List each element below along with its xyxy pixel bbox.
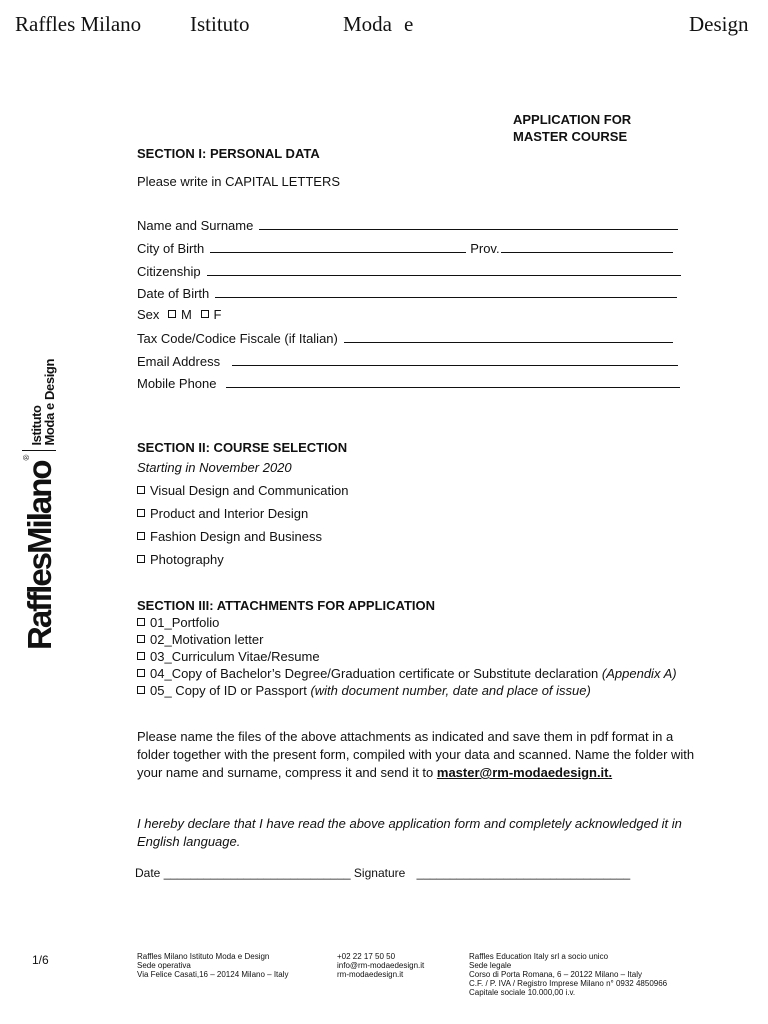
city-label: City of Birth	[137, 241, 205, 256]
footer-contacts	[337, 952, 424, 979]
attachment-item[interactable]	[137, 615, 219, 630]
dob-label: Date of Birth	[137, 286, 210, 301]
sex-f-checkbox[interactable]	[201, 310, 209, 318]
citizenship-label: Citizenship	[137, 264, 201, 279]
email-field	[137, 353, 678, 369]
section2-heading: SECTION II: COURSE SELECTION	[137, 440, 348, 455]
course-checkbox[interactable]	[137, 486, 145, 494]
section1-heading: SECTION I: PERSONAL DATA	[137, 146, 320, 161]
attachment-note: (with document number, date and place of issue)	[310, 683, 591, 698]
footer-line: Raffles Milano Istituto Moda e Design	[137, 952, 270, 961]
submission-email-link[interactable]: master@rm-modaedesign.it.	[436, 765, 613, 780]
sex-field	[137, 307, 221, 322]
attachment-label: 03_Curriculum Vitae/Resume	[150, 649, 320, 664]
signature-row	[135, 866, 630, 880]
course-label: Fashion Design and Business	[150, 529, 322, 544]
sex-m-label: M	[181, 307, 192, 322]
registered-mark: ®	[22, 454, 31, 461]
email-input-line[interactable]	[232, 365, 678, 366]
name-label: Name and Surname	[137, 218, 254, 233]
footer-email[interactable]: info@rm-modaedesign.it	[337, 961, 425, 970]
header-brand: Raffles Milano	[15, 12, 142, 36]
footer-line: C.F. / P. IVA / Registro Imprese Milano n° 0932 4850966	[469, 979, 668, 988]
form-title-line2: MASTER COURSE	[513, 129, 628, 144]
footer-line: Raffles Education Italy srl a socio unico	[469, 952, 609, 961]
capital-letters-instruction: Please write in CAPITAL LETTERS	[137, 174, 341, 189]
dob-input-line[interactable]	[215, 297, 677, 298]
course-checkbox[interactable]	[137, 532, 145, 540]
date-line[interactable]: ____________________________	[163, 866, 351, 880]
course-start-note: Starting in November 2020	[137, 460, 292, 475]
course-option[interactable]	[137, 552, 224, 567]
attachment-item[interactable]	[137, 632, 263, 647]
citizenship-field	[137, 263, 681, 279]
section3-heading: SECTION III: ATTACHMENTS FOR APPLICATION	[137, 598, 436, 613]
course-option[interactable]	[137, 529, 322, 544]
side-logo-line1: Istituto	[29, 405, 44, 446]
mobile-input-line[interactable]	[226, 387, 680, 388]
signature-line[interactable]: ________________________________	[416, 866, 631, 880]
footer-website[interactable]: rm-modaedesign.it	[337, 970, 404, 979]
side-logo-subtitle	[30, 359, 56, 446]
course-label: Product and Interior Design	[150, 506, 309, 521]
attachment-label: 04_Copy of Bachelor’s Degree/Graduation certificate or Substitute declaration	[150, 666, 599, 681]
attachment-item[interactable]	[137, 683, 591, 698]
header-design: Design	[689, 12, 749, 36]
city-field	[137, 240, 673, 256]
sex-f-label: F	[213, 307, 222, 322]
mobile-field	[137, 375, 680, 391]
email-label: Email Address	[137, 354, 221, 369]
header-moda: Moda	[343, 12, 392, 36]
page-number: 1/6	[32, 953, 49, 967]
side-logo	[22, 359, 56, 650]
footer-legal-info	[469, 952, 667, 997]
tax-code-field	[137, 330, 673, 346]
side-logo-line2: Moda e Design	[42, 359, 57, 446]
footer-line: Sede operativa	[137, 961, 191, 970]
tax-code-input-line[interactable]	[344, 342, 673, 343]
name-field	[137, 217, 678, 233]
footer-operative-address	[137, 952, 289, 979]
side-logo-brand: RafflesMilano	[21, 461, 58, 650]
attachment-note: (Appendix A)	[601, 666, 677, 681]
submission-instructions	[137, 728, 707, 782]
sex-label: Sex	[137, 307, 160, 322]
instructions-text: Please name the files of the above attachments as indicated and save them in pdf format in a folder together with the present form, compiled with your data and scanned. Name the folder with your name and surname, compress it and send it to	[137, 729, 695, 780]
attachment-label: 05_ Copy of ID or Passport	[150, 683, 307, 698]
attachment-checkbox[interactable]	[137, 686, 145, 694]
footer-line: Capitale sociale 10.000,00 i.v.	[469, 988, 576, 997]
date-label: Date	[135, 866, 161, 880]
tax-code-label: Tax Code/Codice Fiscale (if Italian)	[137, 331, 338, 346]
attachment-label: 02_Motivation letter	[150, 632, 264, 647]
declaration-text: I hereby declare that I have read the above application form and completely acknowledged it in English language.	[137, 816, 682, 849]
attachment-checkbox[interactable]	[137, 618, 145, 626]
logo-divider	[22, 450, 56, 451]
signature-label: Signature	[353, 866, 406, 880]
attachment-checkbox[interactable]	[137, 669, 145, 677]
sex-m-checkbox[interactable]	[168, 310, 176, 318]
attachment-item[interactable]	[137, 666, 677, 681]
course-option[interactable]	[137, 483, 348, 498]
course-checkbox[interactable]	[137, 555, 145, 563]
footer-line: Via Felice Casati,16 – 20124 Milano – Italy	[137, 970, 289, 979]
header-e: e	[404, 12, 414, 36]
citizenship-input-line[interactable]	[207, 275, 681, 276]
name-input-line[interactable]	[259, 229, 678, 230]
mobile-label: Mobile Phone	[137, 376, 217, 391]
city-input-line[interactable]	[210, 252, 466, 253]
course-label: Visual Design and Communication	[150, 483, 349, 498]
attachment-item[interactable]	[137, 649, 320, 664]
form-title-line1: APPLICATION FOR	[513, 112, 632, 127]
course-option[interactable]	[137, 506, 308, 521]
attachment-checkbox[interactable]	[137, 635, 145, 643]
footer-line: Sede legale	[469, 961, 512, 970]
header-istituto: Istituto	[190, 12, 250, 36]
dob-field	[137, 285, 677, 301]
course-label: Photography	[150, 552, 224, 567]
attachment-checkbox[interactable]	[137, 652, 145, 660]
prov-label: Prov.	[470, 241, 500, 256]
attachment-label: 01_Portfolio	[150, 615, 220, 630]
course-checkbox[interactable]	[137, 509, 145, 517]
footer-phone: +02 22 17 50 50	[337, 952, 396, 961]
footer-line: Corso di Porta Romana, 6 – 20122 Milano – Italy	[469, 970, 642, 979]
prov-input-line[interactable]	[501, 252, 673, 253]
